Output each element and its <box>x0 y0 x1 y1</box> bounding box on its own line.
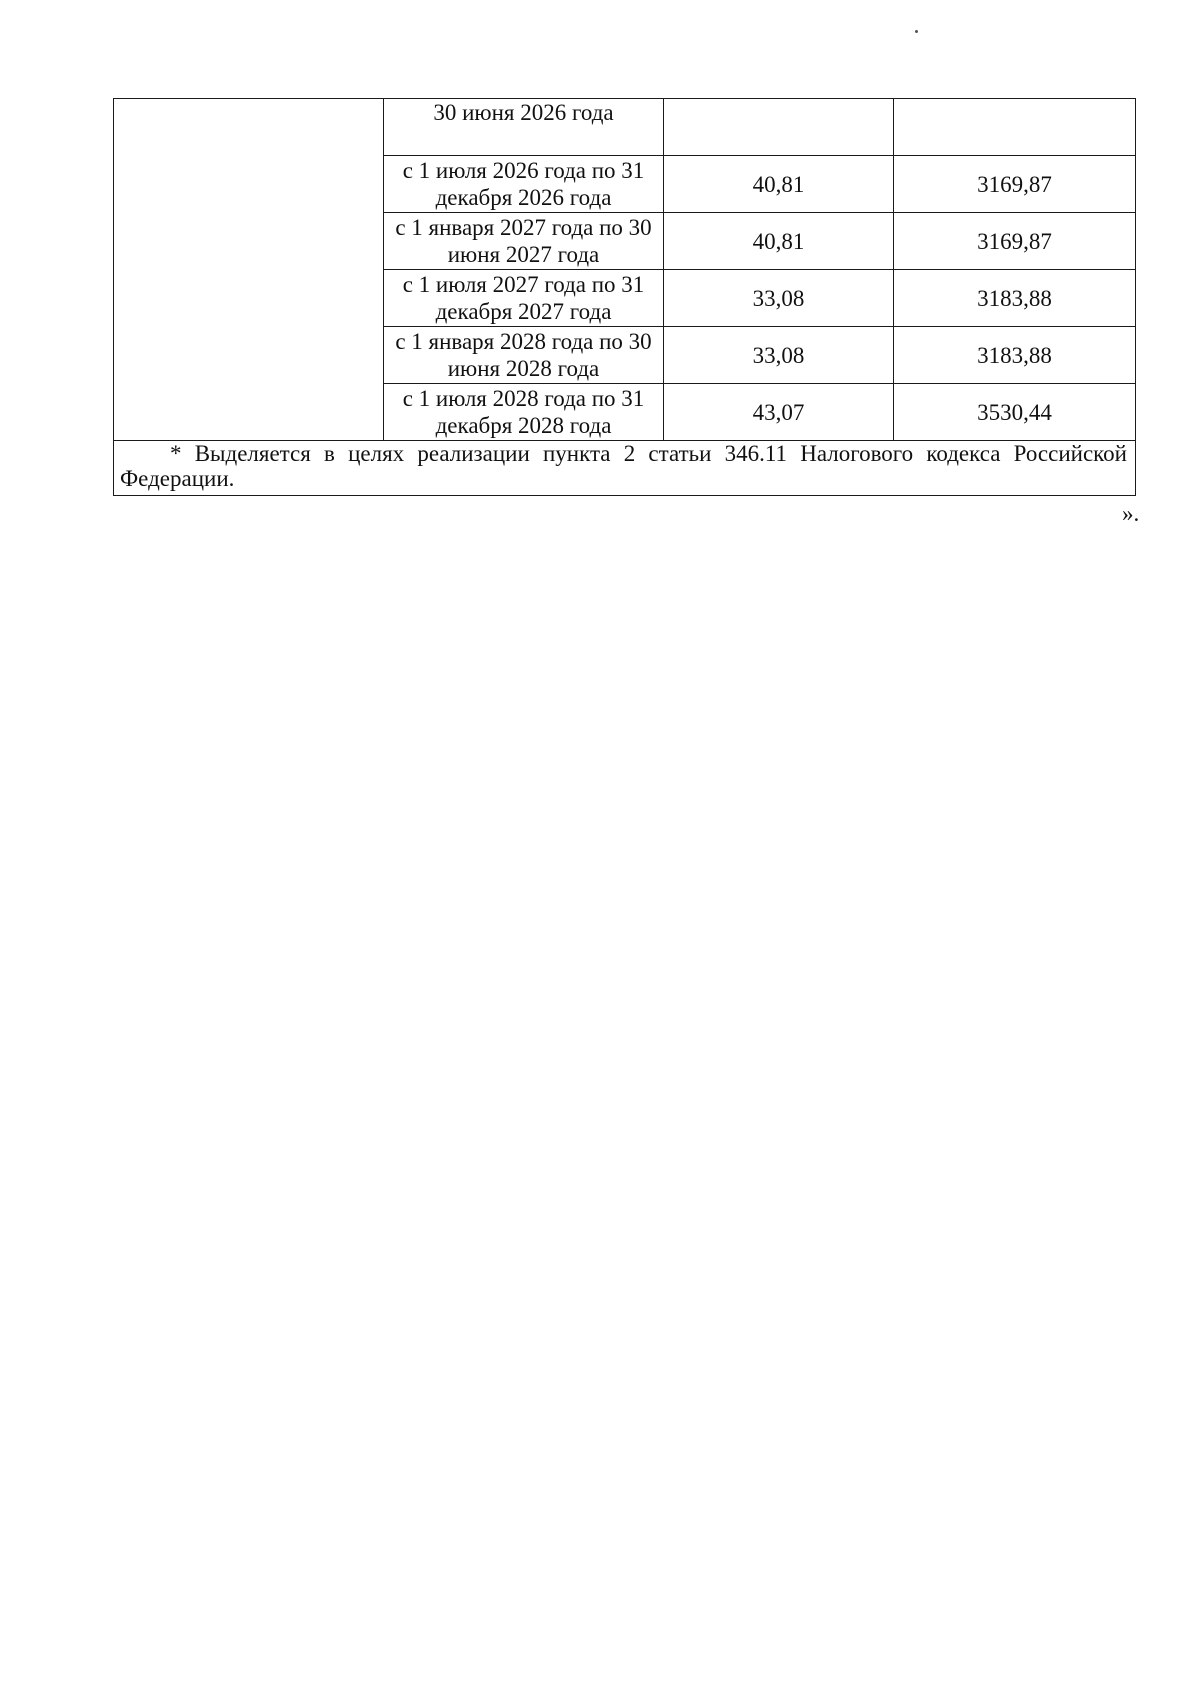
rate-table <box>113 98 1136 496</box>
period-cell: с 1 января 2028 года по 30 июня 2028 года <box>384 327 664 384</box>
value-a-cell: 40,81 <box>664 156 894 213</box>
period-cell: с 1 июля 2026 года по 31 декабря 2026 года <box>384 156 664 213</box>
period-cell: 30 июня 2026 года <box>384 99 664 156</box>
period-cell: с 1 июля 2027 года по 31 декабря 2027 года <box>384 270 664 327</box>
value-b-cell: 3183,88 <box>894 327 1136 384</box>
period-cell: с 1 января 2027 года по 30 июня 2027 года <box>384 213 664 270</box>
value-a-cell <box>664 99 894 156</box>
footnote-row <box>114 441 1136 496</box>
value-a-cell: 40,81 <box>664 213 894 270</box>
footnote-cell <box>114 441 1136 496</box>
value-b-cell: 3169,87 <box>894 156 1136 213</box>
value-b-cell: 3183,88 <box>894 270 1136 327</box>
value-b-cell <box>894 99 1136 156</box>
closing-quote-mark: ». <box>1122 501 1140 526</box>
value-a-cell: 43,07 <box>664 384 894 441</box>
value-a-cell: 33,08 <box>664 270 894 327</box>
empty-label-cell <box>114 99 384 441</box>
table-row <box>114 99 1136 156</box>
value-b-cell: 3169,87 <box>894 213 1136 270</box>
scan-speck <box>915 30 918 33</box>
value-b-cell: 3530,44 <box>894 384 1136 441</box>
period-cell: с 1 июля 2028 года по 31 декабря 2028 года <box>384 384 664 441</box>
value-a-cell: 33,08 <box>664 327 894 384</box>
footnote-text: * Выделяется в целях реализации пункта 2 статьи 346.11 Налогового кодекса Российской Федерации. <box>120 441 1127 491</box>
